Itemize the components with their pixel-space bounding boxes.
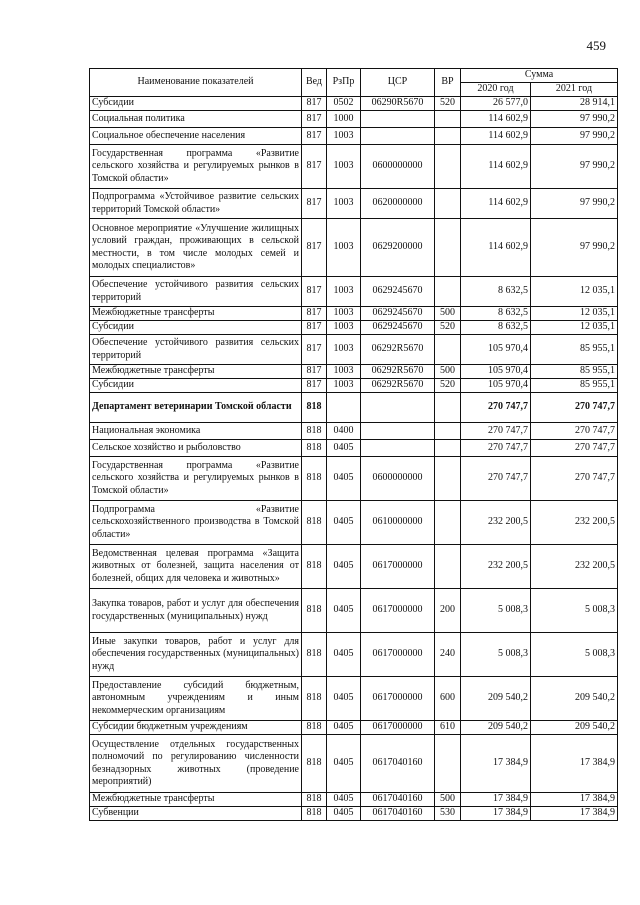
cell-ved: 817 xyxy=(302,189,327,219)
cell-name: Предоставление субсидий бюджетным, автономным учреждениям и иным некоммерческим организациям xyxy=(90,677,302,721)
cell-sum-2021: 12 035,1 xyxy=(531,277,618,307)
cell-sum-2021: 5 008,3 xyxy=(531,589,618,633)
table-row xyxy=(90,423,618,440)
header-rzpr: РзПр xyxy=(327,69,361,97)
cell-ved: 817 xyxy=(302,307,327,321)
cell-sum-2020: 232 200,5 xyxy=(461,545,531,589)
cell-rzpr: 1000 xyxy=(327,111,361,128)
cell-ved: 818 xyxy=(302,807,327,821)
cell-sum-2021: 97 990,2 xyxy=(531,145,618,189)
cell-vr xyxy=(435,440,461,457)
cell-name: Обеспечение устойчивого развития сельских территорий xyxy=(90,277,302,307)
cell-rzpr: 0405 xyxy=(327,735,361,793)
cell-csr: 0620000000 xyxy=(361,189,435,219)
cell-vr: 500 xyxy=(435,793,461,807)
cell-name: Сельское хозяйство и рыболовство xyxy=(90,440,302,457)
cell-sum-2020: 105 970,4 xyxy=(461,335,531,365)
cell-name: Подпрограмма «Развитие сельскохозяйственного производства в Томской области» xyxy=(90,501,302,545)
header-csr: ЦСР xyxy=(361,69,435,97)
cell-csr: 0617000000 xyxy=(361,721,435,735)
cell-csr: 06292R5670 xyxy=(361,365,435,379)
budget-table xyxy=(89,68,618,821)
cell-rzpr: 0405 xyxy=(327,721,361,735)
table-row xyxy=(90,633,618,677)
table-row xyxy=(90,440,618,457)
cell-ved: 818 xyxy=(302,545,327,589)
cell-ved: 818 xyxy=(302,501,327,545)
table-row xyxy=(90,277,618,307)
cell-sum-2020: 114 602,9 xyxy=(461,111,531,128)
cell-vr xyxy=(435,189,461,219)
cell-sum-2020: 270 747,7 xyxy=(461,440,531,457)
cell-rzpr: 1003 xyxy=(327,277,361,307)
cell-csr xyxy=(361,423,435,440)
cell-sum-2020: 114 602,9 xyxy=(461,189,531,219)
table-row xyxy=(90,111,618,128)
cell-sum-2020: 270 747,7 xyxy=(461,457,531,501)
cell-ved: 818 xyxy=(302,457,327,501)
cell-name: Межбюджетные трансферты xyxy=(90,307,302,321)
table-row xyxy=(90,321,618,335)
cell-vr xyxy=(435,128,461,145)
cell-sum-2020: 5 008,3 xyxy=(461,589,531,633)
cell-sum-2020: 114 602,9 xyxy=(461,219,531,277)
cell-csr: 06290R5670 xyxy=(361,97,435,111)
cell-name: Социальная политика xyxy=(90,111,302,128)
table-row xyxy=(90,189,618,219)
cell-rzpr: 0502 xyxy=(327,97,361,111)
cell-rzpr: 0405 xyxy=(327,793,361,807)
cell-ved: 818 xyxy=(302,589,327,633)
cell-sum-2021: 97 990,2 xyxy=(531,128,618,145)
cell-rzpr: 0405 xyxy=(327,807,361,821)
cell-rzpr: 0405 xyxy=(327,545,361,589)
cell-ved: 817 xyxy=(302,335,327,365)
cell-csr xyxy=(361,128,435,145)
cell-csr: 0629245670 xyxy=(361,307,435,321)
cell-name: Департамент ветеринарии Томской области xyxy=(90,393,302,423)
cell-ved: 817 xyxy=(302,128,327,145)
cell-vr xyxy=(435,277,461,307)
cell-sum-2020: 232 200,5 xyxy=(461,501,531,545)
table-row xyxy=(90,307,618,321)
cell-name: Государственная программа «Развитие сельского хозяйства и регулируемых рынков в Томской области» xyxy=(90,145,302,189)
cell-rzpr: 0405 xyxy=(327,457,361,501)
page-number: 459 xyxy=(586,38,606,53)
header-year-2020: 2020 год xyxy=(461,83,531,97)
cell-ved: 817 xyxy=(302,321,327,335)
cell-csr: 0617040160 xyxy=(361,735,435,793)
cell-name: Государственная программа «Развитие сельского хозяйства и регулируемых рынков в Томской области» xyxy=(90,457,302,501)
table-row xyxy=(90,97,618,111)
table-row xyxy=(90,735,618,793)
cell-sum-2020: 114 602,9 xyxy=(461,128,531,145)
cell-ved: 817 xyxy=(302,219,327,277)
cell-name: Субсидии бюджетным учреждениям xyxy=(90,721,302,735)
cell-name: Обеспечение устойчивого развития сельских территорий xyxy=(90,335,302,365)
table-row xyxy=(90,793,618,807)
cell-name: Закупка товаров, работ и услуг для обеспечения государственных (муниципальных) нужд xyxy=(90,589,302,633)
cell-vr xyxy=(435,735,461,793)
cell-name: Субсидии xyxy=(90,379,302,393)
cell-sum-2021: 17 384,9 xyxy=(531,793,618,807)
cell-vr xyxy=(435,545,461,589)
cell-ved: 817 xyxy=(302,379,327,393)
cell-ved: 817 xyxy=(302,277,327,307)
cell-sum-2020: 270 747,7 xyxy=(461,393,531,423)
cell-sum-2020: 105 970,4 xyxy=(461,365,531,379)
cell-rzpr: 0405 xyxy=(327,633,361,677)
cell-rzpr: 1003 xyxy=(327,365,361,379)
cell-vr xyxy=(435,423,461,440)
cell-vr: 610 xyxy=(435,721,461,735)
cell-sum-2021: 12 035,1 xyxy=(531,307,618,321)
table-row xyxy=(90,335,618,365)
cell-sum-2021: 85 955,1 xyxy=(531,365,618,379)
cell-name: Ведомственная целевая программа «Защита животных от болезней, защита населения от болезней, общих для человека и животных» xyxy=(90,545,302,589)
cell-sum-2020: 105 970,4 xyxy=(461,379,531,393)
cell-sum-2021: 232 200,5 xyxy=(531,501,618,545)
cell-ved: 818 xyxy=(302,633,327,677)
table-row xyxy=(90,501,618,545)
cell-name: Осуществление отдельных государственных полномочий по регулированию численности безнадзорных животных (проведение мероприятий) xyxy=(90,735,302,793)
cell-csr: 0600000000 xyxy=(361,145,435,189)
cell-vr: 240 xyxy=(435,633,461,677)
table-row xyxy=(90,807,618,821)
cell-ved: 818 xyxy=(302,440,327,457)
cell-vr: 520 xyxy=(435,321,461,335)
cell-rzpr: 1003 xyxy=(327,335,361,365)
cell-csr: 0617040160 xyxy=(361,793,435,807)
cell-rzpr: 0405 xyxy=(327,501,361,545)
cell-rzpr: 1003 xyxy=(327,128,361,145)
cell-csr xyxy=(361,440,435,457)
cell-sum-2021: 209 540,2 xyxy=(531,677,618,721)
cell-vr: 530 xyxy=(435,807,461,821)
cell-sum-2021: 5 008,3 xyxy=(531,633,618,677)
cell-rzpr: 1003 xyxy=(327,145,361,189)
cell-csr xyxy=(361,111,435,128)
table-row xyxy=(90,379,618,393)
cell-vr xyxy=(435,393,461,423)
cell-name: Межбюджетные трансферты xyxy=(90,793,302,807)
cell-csr: 0629200000 xyxy=(361,219,435,277)
cell-sum-2020: 8 632,5 xyxy=(461,307,531,321)
header-ved: Вед xyxy=(302,69,327,97)
cell-ved: 818 xyxy=(302,721,327,735)
cell-name: Субсидии xyxy=(90,97,302,111)
cell-sum-2020: 8 632,5 xyxy=(461,321,531,335)
cell-ved: 817 xyxy=(302,97,327,111)
cell-sum-2021: 85 955,1 xyxy=(531,335,618,365)
cell-csr: 0617000000 xyxy=(361,677,435,721)
cell-sum-2021: 270 747,7 xyxy=(531,440,618,457)
header-sum: Сумма xyxy=(461,69,618,83)
cell-ved: 817 xyxy=(302,365,327,379)
cell-sum-2020: 17 384,9 xyxy=(461,807,531,821)
cell-rzpr: 1003 xyxy=(327,189,361,219)
cell-ved: 818 xyxy=(302,393,327,423)
header-vr: ВР xyxy=(435,69,461,97)
cell-vr: 600 xyxy=(435,677,461,721)
cell-csr: 0617000000 xyxy=(361,545,435,589)
cell-rzpr: 0405 xyxy=(327,440,361,457)
cell-sum-2020: 209 540,2 xyxy=(461,721,531,735)
cell-name: Подпрограмма «Устойчивое развитие сельских территорий Томской области» xyxy=(90,189,302,219)
cell-sum-2021: 97 990,2 xyxy=(531,219,618,277)
cell-vr: 500 xyxy=(435,307,461,321)
table-row xyxy=(90,721,618,735)
cell-name: Социальное обеспечение населения xyxy=(90,128,302,145)
table-row xyxy=(90,219,618,277)
cell-ved: 817 xyxy=(302,145,327,189)
cell-rzpr: 1003 xyxy=(327,219,361,277)
cell-sum-2020: 17 384,9 xyxy=(461,735,531,793)
cell-sum-2020: 209 540,2 xyxy=(461,677,531,721)
cell-csr: 0617000000 xyxy=(361,589,435,633)
table-row xyxy=(90,677,618,721)
header-name: Наименование показателей xyxy=(90,69,302,97)
cell-vr xyxy=(435,111,461,128)
table-row xyxy=(90,545,618,589)
table-row xyxy=(90,393,618,423)
cell-rzpr xyxy=(327,393,361,423)
cell-sum-2021: 97 990,2 xyxy=(531,111,618,128)
cell-sum-2020: 114 602,9 xyxy=(461,145,531,189)
cell-csr: 0629245670 xyxy=(361,321,435,335)
table-row xyxy=(90,457,618,501)
cell-name: Межбюджетные трансферты xyxy=(90,365,302,379)
cell-name: Иные закупки товаров, работ и услуг для обеспечения государственных (муниципальных) нужд xyxy=(90,633,302,677)
cell-sum-2021: 97 990,2 xyxy=(531,189,618,219)
cell-vr: 500 xyxy=(435,365,461,379)
table-row xyxy=(90,128,618,145)
cell-sum-2021: 270 747,7 xyxy=(531,457,618,501)
cell-sum-2021: 232 200,5 xyxy=(531,545,618,589)
cell-name: Субсидии xyxy=(90,321,302,335)
cell-sum-2021: 17 384,9 xyxy=(531,807,618,821)
cell-ved: 817 xyxy=(302,111,327,128)
cell-rzpr: 1003 xyxy=(327,307,361,321)
cell-sum-2020: 26 577,0 xyxy=(461,97,531,111)
cell-sum-2021: 17 384,9 xyxy=(531,735,618,793)
cell-ved: 818 xyxy=(302,677,327,721)
cell-name: Субвенции xyxy=(90,807,302,821)
table-row xyxy=(90,145,618,189)
cell-vr xyxy=(435,335,461,365)
cell-csr: 0600000000 xyxy=(361,457,435,501)
cell-csr: 06292R5670 xyxy=(361,335,435,365)
cell-csr: 0617040160 xyxy=(361,807,435,821)
cell-sum-2021: 28 914,1 xyxy=(531,97,618,111)
cell-sum-2021: 12 035,1 xyxy=(531,321,618,335)
cell-sum-2021: 209 540,2 xyxy=(531,721,618,735)
cell-rzpr: 0405 xyxy=(327,677,361,721)
cell-vr: 520 xyxy=(435,379,461,393)
cell-sum-2021: 270 747,7 xyxy=(531,393,618,423)
cell-sum-2020: 8 632,5 xyxy=(461,277,531,307)
cell-vr xyxy=(435,501,461,545)
cell-rzpr: 1003 xyxy=(327,379,361,393)
cell-vr: 200 xyxy=(435,589,461,633)
header-year-2021: 2021 год xyxy=(531,83,618,97)
cell-vr xyxy=(435,145,461,189)
table-row xyxy=(90,365,618,379)
cell-vr xyxy=(435,219,461,277)
cell-sum-2020: 5 008,3 xyxy=(461,633,531,677)
cell-name: Основное мероприятие «Улучшение жилищных условий граждан, проживающих в сельской местности, в том числе молодых семей и молодых специалистов» xyxy=(90,219,302,277)
cell-vr xyxy=(435,457,461,501)
cell-sum-2020: 17 384,9 xyxy=(461,793,531,807)
cell-name: Национальная экономика xyxy=(90,423,302,440)
cell-sum-2021: 85 955,1 xyxy=(531,379,618,393)
cell-vr: 520 xyxy=(435,97,461,111)
cell-rzpr: 1003 xyxy=(327,321,361,335)
cell-rzpr: 0400 xyxy=(327,423,361,440)
cell-csr: 06292R5670 xyxy=(361,379,435,393)
cell-ved: 818 xyxy=(302,735,327,793)
cell-csr xyxy=(361,393,435,423)
cell-csr: 0617000000 xyxy=(361,633,435,677)
cell-ved: 818 xyxy=(302,423,327,440)
cell-sum-2020: 270 747,7 xyxy=(461,423,531,440)
cell-sum-2021: 270 747,7 xyxy=(531,423,618,440)
cell-csr: 0629245670 xyxy=(361,277,435,307)
cell-rzpr: 0405 xyxy=(327,589,361,633)
cell-csr: 0610000000 xyxy=(361,501,435,545)
cell-ved: 818 xyxy=(302,793,327,807)
table-row xyxy=(90,589,618,633)
table-body xyxy=(90,97,618,821)
